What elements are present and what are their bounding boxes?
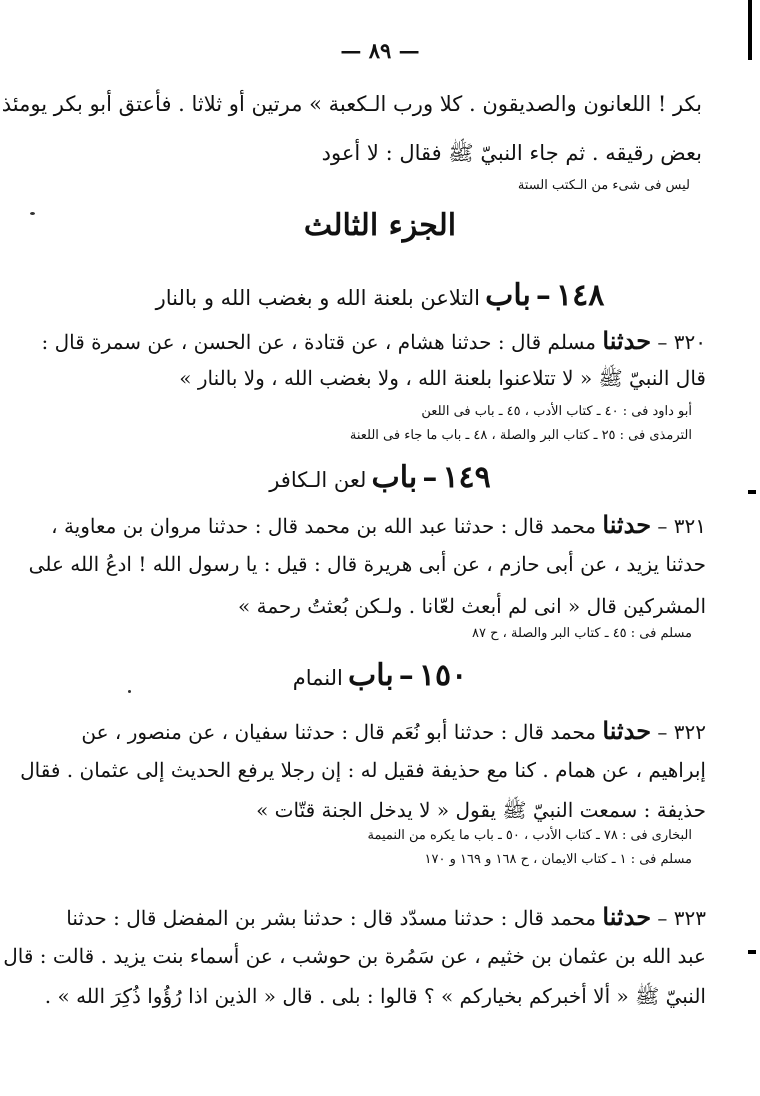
hadith-number: ٣٢٠ bbox=[673, 330, 706, 354]
chapter-bab: باب bbox=[371, 460, 418, 495]
hadith-number: ٣٢٢ bbox=[673, 720, 706, 744]
chapter-title: التلاعن بلعنة الله و بغضب الله و بالنار bbox=[155, 286, 480, 310]
chapter-number: ١٥٠ bbox=[418, 658, 468, 693]
footnote: أبو داود فى : ٤٠ ـ كتاب الأدب ، ٤٥ ـ باب فى اللعن bbox=[421, 404, 692, 419]
chapter-heading: ١٥٠ – باب النمام bbox=[292, 658, 468, 693]
chapter-title: النمام bbox=[292, 666, 343, 690]
hadith-keyword: حدثنا bbox=[602, 716, 652, 745]
chapter-bab: باب bbox=[485, 278, 531, 313]
hadith-keyword: حدثنا bbox=[602, 326, 652, 355]
hadith-line: عبد الله بن عثمان بن خثيم ، عن سَمُرة بن حوشب ، عن أسماء بنت يزيد . قالت : قال bbox=[3, 944, 706, 968]
scan-edge-mark bbox=[748, 0, 752, 60]
hadith-line: ٣٢١ – حدثنا محمد قال : حدثنا عبد الله بن محمد قال : حدثنا مروان بن معاوية ، bbox=[51, 510, 706, 539]
chapter-heading: ١٤٩ – باب لعن الـكافر bbox=[269, 460, 491, 495]
hadith-number: ٣٢٣ bbox=[673, 906, 706, 930]
scan-speck bbox=[30, 212, 35, 215]
hadith-line: ٣٢٣ – حدثنا محمد قال : حدثنا مسدّد قال : حدثنا بشر بن المفضل قال : حدثنا bbox=[66, 902, 706, 931]
chapter-number: ١٤٨ bbox=[556, 278, 605, 313]
part-title: الجزء الثالث bbox=[303, 208, 457, 243]
footnote: الترمذى فى : ٢٥ ـ كتاب البر والصلة ، ٤٨ ـ باب ما جاء فى اللعنة bbox=[349, 428, 692, 443]
hadith-line: إبراهيم ، عن همام . كنا مع حذيفة فقيل له : إن رجلا يرفع الحديث إلى عثمان . فقال bbox=[20, 758, 706, 782]
hadith-line: حدثنا يزيد ، عن أبى حازم ، عن أبى هريرة قال : قيل : يا رسول الله ! ادعُ الله على bbox=[28, 552, 706, 576]
hadith-line: ٣٢٠ – حدثنا مسلم قال : حدثنا هشام ، عن قتادة ، عن الحسن ، عن سمرة قال : bbox=[41, 326, 706, 355]
footnote: ليس فى شىء من الـكتب الستة bbox=[517, 178, 690, 193]
chapter-heading: ١٤٨ – باب التلاعن بلعنة الله و بغضب الله و بالنار bbox=[155, 278, 605, 313]
hadith-keyword: حدثنا bbox=[602, 902, 652, 931]
hadith-line: المشركين قال « انى لم أبعث لعّانا . ولـكن بُعثتُ رحمة » bbox=[238, 594, 706, 618]
footnote: البخارى فى : ٧٨ ـ كتاب الأدب ، ٥٠ ـ باب ما يكره من النميمة bbox=[367, 828, 692, 843]
page-number: — ٨٩ — bbox=[340, 38, 420, 63]
hadith-line: حذيفة : سمعت النبيّ ﷺ يقول « لا يدخل الجنة قتّات » bbox=[256, 798, 706, 822]
hadith-line: ٣٢٢ – حدثنا محمد قال : حدثنا أبو نُعَم قال : حدثنا سفيان ، عن منصور ، عن bbox=[81, 716, 706, 745]
hadith-line: قال النبيّ ﷺ « لا تتلاعنوا بلعنة الله ، ولا بغضب الله ، ولا بالنار » bbox=[179, 366, 706, 390]
footnote: مسلم فى : ٤٥ ـ كتاب البر والصلة ، ح ٨٧ bbox=[472, 626, 692, 641]
text-line: بعض رقيقه . ثم جاء النبيّ ﷺ فقال : لا أعود bbox=[321, 141, 702, 165]
footnote: مسلم فى : ١ ـ كتاب الايمان ، ح ١٦٨ و ١٦٩ و ١٧٠ bbox=[424, 852, 692, 867]
chapter-title: لعن الـكافر bbox=[269, 468, 367, 492]
hadith-line: النبيّ ﷺ « ألا أخبركم بخياركم » ؟ قالوا : بلى . قال « الذين اذا رُؤُوا ذُكِرَ الله » . bbox=[44, 984, 706, 1008]
scan-edge-mark bbox=[748, 490, 756, 494]
scan-edge-mark bbox=[748, 950, 756, 954]
hadith-number: ٣٢١ bbox=[673, 514, 706, 538]
chapter-bab: باب bbox=[347, 658, 394, 693]
chapter-number: ١٤٩ bbox=[442, 460, 491, 495]
hadith-keyword: حدثنا bbox=[602, 510, 652, 539]
text-line: بكر ! اللعانون والصديقون . كلا ورب الـكعبة » مرتين أو ثلاثا . فأعتق أبو بكر يومئذ bbox=[1, 92, 702, 116]
